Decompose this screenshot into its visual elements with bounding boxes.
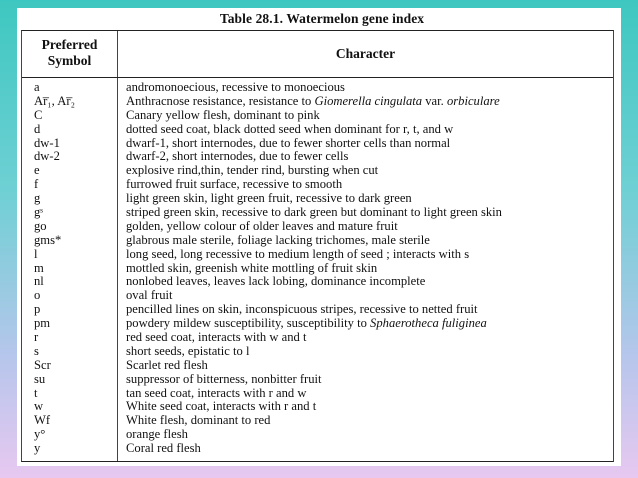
- gene-symbol: pm: [34, 316, 51, 331]
- gene-symbol: gˢ: [34, 205, 43, 220]
- character-text: Canary yellow flesh, dominant to pink: [126, 107, 320, 122]
- table-row: [22, 81, 613, 95]
- character-text: furrowed fruit surface, recessive to smooth: [126, 177, 343, 192]
- character-italic: Sphaerotheca fuliginea: [370, 316, 487, 331]
- header-character: Character: [335, 46, 396, 61]
- character-text: striped green skin, recessive to dark green but dominant to light green skin: [126, 205, 502, 220]
- gene-symbol: y: [34, 441, 41, 456]
- gene-character: [126, 164, 378, 178]
- table-body: [22, 81, 613, 456]
- table-row: [22, 303, 613, 317]
- character-text: nonlobed leaves, leaves lack lobing, dominance incomplete: [126, 274, 426, 289]
- gene-character: [126, 442, 201, 456]
- table-caption: Table 28.1. Watermelon gene index: [219, 11, 425, 26]
- character-text: andromonoecious, recessive to monoecious: [126, 80, 345, 94]
- table-row: [22, 220, 613, 234]
- table-row: [22, 178, 613, 192]
- gene-character: [126, 275, 425, 289]
- character-text: mottled skin, greenish white mottling of fruit skin: [126, 260, 378, 275]
- gene-symbol: g: [34, 191, 41, 206]
- gene-character: [126, 387, 306, 401]
- table-row: [22, 359, 613, 373]
- table-header: [22, 31, 613, 78]
- character-text: light green skin, light green fruit, recessive to dark green: [126, 191, 412, 206]
- gene-index-table: [21, 30, 614, 462]
- table-row: [22, 192, 613, 206]
- gene-symbol: dw-2: [34, 149, 60, 164]
- gene-character: [126, 150, 348, 164]
- gene-character: [126, 303, 478, 317]
- gene-character: [126, 192, 412, 206]
- gene-symbol: Ar̅₁, Ar̅₂: [34, 93, 75, 108]
- gene-symbol: p: [34, 302, 41, 317]
- table-row: [22, 400, 613, 414]
- gene-symbol: s: [34, 343, 39, 358]
- gene-character: [126, 428, 188, 442]
- character-text: Scarlet red flesh: [126, 357, 208, 372]
- gene-symbol: dw-1: [34, 135, 60, 150]
- gene-character: [126, 345, 249, 359]
- gene-symbol: w: [34, 399, 44, 414]
- table-row: [22, 275, 613, 289]
- gene-character: [126, 414, 270, 428]
- character-text: glabrous male sterile, foliage lacking trichomes, male sterile: [126, 232, 430, 247]
- table-row: [22, 137, 613, 151]
- gene-symbol: d: [34, 121, 41, 136]
- table-row: [22, 109, 613, 123]
- gene-character: [126, 317, 487, 331]
- character-text: powdery mildew susceptibility, susceptibility to: [126, 316, 371, 331]
- character-text: long seed, long recessive to medium length of seed ; interacts with s: [126, 246, 470, 261]
- header-symbol-line2: Symbol: [47, 53, 92, 68]
- character-text: oval fruit: [126, 288, 173, 303]
- character-italic: Giomerella cingulata: [314, 93, 423, 108]
- table-row: [22, 234, 613, 248]
- gene-symbol: gms*: [34, 232, 62, 247]
- header-symbol-line1: Preferred: [41, 37, 98, 52]
- table-row: [22, 317, 613, 331]
- character-text: red seed coat, interacts with w and t: [126, 330, 307, 345]
- character-text: dotted seed coat, black dotted seed when dominant for r, t, and w: [126, 121, 454, 136]
- character-text: suppressor of bitterness, nonbitter fruit: [126, 371, 322, 386]
- gene-symbol: e: [34, 163, 40, 178]
- table-row: [22, 387, 613, 401]
- character-text: White flesh, dominant to red: [126, 413, 271, 428]
- gene-symbol: su: [34, 371, 46, 386]
- table-row: [22, 331, 613, 345]
- character-text: tan seed coat, interacts with r and w: [126, 385, 307, 400]
- gene-character: [126, 137, 450, 151]
- table-row: [22, 123, 613, 137]
- table-row: [22, 150, 613, 164]
- gene-symbol: f: [34, 177, 39, 192]
- gene-character: [126, 206, 502, 220]
- gene-character: [126, 220, 398, 234]
- table-row: [22, 414, 613, 428]
- character-text: dwarf-2, short internodes, due to fewer cells: [126, 149, 349, 164]
- table-row: [22, 164, 613, 178]
- table-row: [22, 248, 613, 262]
- gene-character: [126, 248, 469, 262]
- gene-character: [126, 400, 316, 414]
- gene-character: [126, 95, 500, 109]
- gene-character: [126, 331, 306, 345]
- gene-symbol: m: [34, 260, 44, 275]
- gene-symbol: l: [34, 246, 38, 261]
- gene-symbol: t: [34, 385, 38, 400]
- character-text: Coral red flesh: [126, 441, 201, 456]
- character-text: golden, yellow colour of older leaves and mature fruit: [126, 218, 398, 233]
- character-text: explosive rind,thin, tender rind, bursting when cut: [126, 163, 379, 178]
- gene-symbol: Wf: [34, 413, 51, 428]
- header-symbol: [22, 37, 117, 69]
- gene-symbol: a: [34, 80, 40, 94]
- table-row: [22, 428, 613, 442]
- gene-character: [126, 109, 320, 123]
- gene-character: [126, 123, 453, 137]
- character-text: short seeds, epistatic to l: [126, 343, 250, 358]
- character-text: pencilled lines on skin, inconspicuous stripes, recessive to netted fruit: [126, 302, 478, 317]
- table-row: [22, 345, 613, 359]
- gene-character: [126, 262, 377, 276]
- table-row: [22, 373, 613, 387]
- gene-character: [126, 359, 208, 373]
- gene-symbol: r: [34, 330, 39, 345]
- character-text: Anthracnose resistance, resistance to: [126, 93, 315, 108]
- gene-character: [126, 178, 342, 192]
- character-text: White seed coat, interacts with r and t: [126, 399, 317, 414]
- gene-symbol: o: [34, 288, 41, 303]
- character-text: orange flesh: [126, 427, 188, 442]
- table-row: [22, 262, 613, 276]
- table-row: [22, 442, 613, 456]
- table-row: [22, 206, 613, 220]
- gene-character: [126, 81, 345, 95]
- table-row: [22, 289, 613, 303]
- gene-character: [126, 234, 430, 248]
- character-text: dwarf-1, short internodes, due to fewer shorter cells than normal: [126, 135, 451, 150]
- gene-symbol: y°: [34, 427, 46, 442]
- gene-symbol: Scr: [34, 357, 51, 372]
- slide: [17, 8, 621, 466]
- gene-symbol: go: [34, 218, 47, 233]
- gene-character: [126, 289, 173, 303]
- character-text-2: var.: [422, 93, 447, 108]
- character-italic-2: orbiculare: [446, 93, 500, 108]
- gene-symbol: nl: [34, 274, 44, 289]
- gene-character: [126, 373, 322, 387]
- gene-symbol: C: [34, 107, 43, 122]
- table-row: [22, 95, 613, 109]
